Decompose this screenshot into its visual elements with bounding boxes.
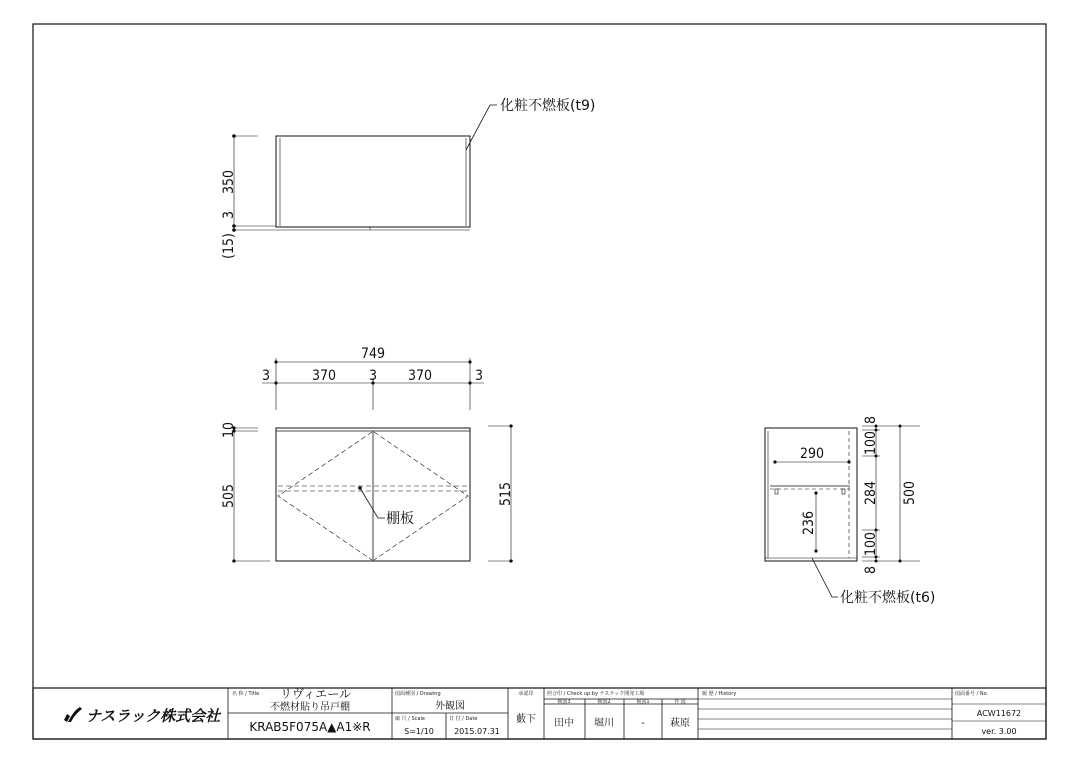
check-header-3: 検図1 <box>636 699 650 705</box>
check-field-label: 照合印 / Check up by ナスラック開発工場 <box>547 691 645 697</box>
top-panel-material-label: 化粧不燃板(t9) <box>500 98 596 114</box>
shelf-label: 棚板 <box>386 511 414 527</box>
drawing-field-label: 図面種別 / Drawing <box>395 691 441 697</box>
side-middle-dim: 284 <box>863 480 879 506</box>
side-shelf-height-dim: 236 <box>801 510 817 536</box>
check-header-2: 検図2 <box>597 699 611 705</box>
title-field-label: 名 称 / Title <box>232 691 260 697</box>
front-door-left-dim: 370 <box>311 368 337 384</box>
check-header-1: 検図3 <box>557 699 571 705</box>
side-shelf-depth-dim: 290 <box>799 446 825 462</box>
number-field-label: 図面番号 / No. <box>955 691 989 697</box>
top-height-dim: 350 <box>221 169 237 195</box>
title-line2: 不燃材貼り吊戸棚 <box>270 702 350 713</box>
scale-value: S=1/10 <box>404 727 434 736</box>
sheet-frame <box>33 24 1046 739</box>
version-label: ver. 3.00 <box>981 727 1017 736</box>
side-overall-dim: 500 <box>902 480 918 506</box>
drawing-number: ACW11672 <box>976 709 1022 718</box>
checker-4: 萩原 <box>670 718 690 729</box>
date-field-label: 日 付 / Date <box>449 716 478 722</box>
checker-3: - <box>641 718 645 729</box>
front-door-right-dim: 370 <box>407 368 433 384</box>
side-top-band-dim: 100 <box>863 430 879 456</box>
front-door-height-dim: 505 <box>221 483 237 509</box>
drawing-type: 外観図 <box>435 701 465 712</box>
title-line1: リヴィエール <box>280 687 352 701</box>
top-view <box>232 105 497 231</box>
company-logo <box>64 707 222 725</box>
front-gap-left-dim: 3 <box>261 368 271 384</box>
front-gap-right-dim: 3 <box>474 368 484 384</box>
approver-name: 藪下 <box>516 714 536 725</box>
logo-mark-icon <box>64 707 82 722</box>
checker-1: 田中 <box>554 718 574 729</box>
side-top-margin-dim: 8 <box>863 415 879 425</box>
front-gap-middle-dim: 3 <box>368 368 378 384</box>
side-bottom-band-dim: 100 <box>863 531 879 557</box>
approval-field-label: 承認印 <box>518 691 534 697</box>
history-field-label: 履 歴 / History <box>702 691 737 697</box>
checker-2: 堀川 <box>594 718 614 729</box>
front-view <box>232 358 513 562</box>
check-header-4: 作 図 <box>674 699 686 705</box>
front-top-gap-dim: 10 <box>221 421 237 439</box>
front-overall-width-dim: 749 <box>360 346 386 362</box>
side-panel-material-label: 化粧不燃板(t6) <box>840 590 936 606</box>
company-name: ナスラック株式会社 <box>86 707 221 725</box>
top-base-dim: (15) <box>221 233 237 259</box>
top-gap-dim: 3 <box>221 210 237 220</box>
scale-field-label: 縮 尺 / Scale <box>395 716 425 722</box>
side-bottom-margin-dim: 8 <box>863 565 879 575</box>
side-view <box>765 425 920 597</box>
front-overall-height-dim: 515 <box>498 481 514 507</box>
date-value: 2015.07.31 <box>454 727 500 736</box>
model-number: KRAB5F075A▲A1※R <box>249 720 371 734</box>
